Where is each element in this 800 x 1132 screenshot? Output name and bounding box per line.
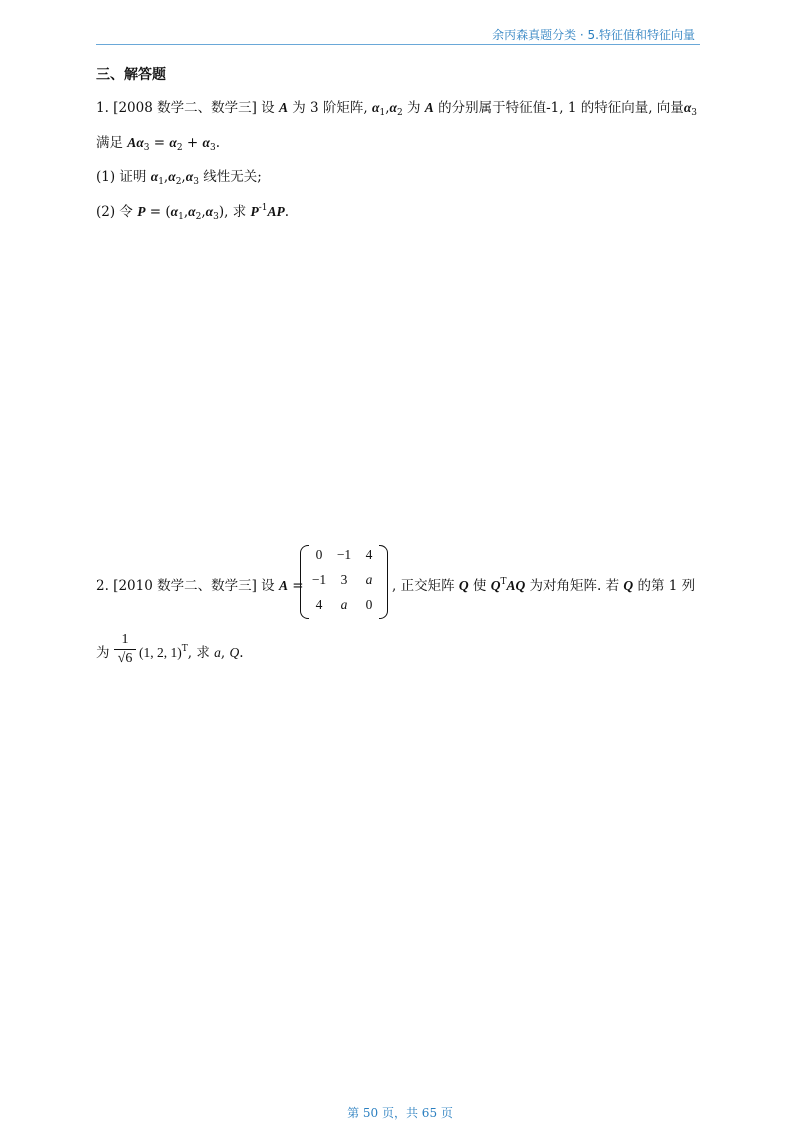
equals: = — [287, 578, 304, 594]
problem1-line2 — [96, 131, 220, 153]
header-title: 余丙森真题分类 · 5.特征值和特征向量 — [492, 28, 695, 42]
subscript: 2 — [176, 143, 183, 153]
subscript: 1 — [178, 212, 184, 222]
product-AP: AP — [267, 204, 285, 219]
matrix-P: P — [137, 204, 146, 219]
alpha: α — [683, 100, 692, 115]
alpha: α — [202, 135, 210, 150]
subscript: 3 — [210, 143, 216, 153]
alpha: α — [372, 100, 380, 115]
section-title: 三、解答题 — [96, 67, 166, 83]
equals: = — [149, 135, 170, 151]
problem1-part1 — [96, 165, 262, 187]
problem2-line1-left — [96, 574, 304, 594]
comma: , — [183, 204, 189, 220]
matrix-cell: 0 — [365, 597, 373, 612]
part1-text: 线性无关; — [198, 169, 262, 185]
alpha: α — [188, 204, 196, 219]
alpha: α — [185, 169, 194, 184]
comma: , — [385, 100, 390, 116]
problem1-line1 — [96, 96, 697, 118]
fraction-denominator: √6 — [117, 651, 133, 666]
comma: , — [163, 169, 169, 185]
part2-eq: = ( — [145, 204, 171, 220]
alpha: α — [136, 135, 144, 150]
problem1-text: 的分别属于特征值-1, 1 的特征向量, 向量 — [433, 100, 684, 116]
fraction-numerator: 1 — [121, 632, 129, 647]
period: . — [284, 204, 290, 220]
alpha: α — [389, 100, 397, 115]
subscript: 1 — [379, 108, 386, 118]
variable-Q: Q — [229, 645, 240, 660]
problem1-text: 为 — [402, 100, 425, 116]
problem1-intro: 1. [2008 数学二、数学三] 设 — [96, 100, 279, 116]
problem2-text: 为 — [96, 645, 110, 661]
alpha: α — [168, 169, 176, 184]
problem2-text: 为对角矩阵. 若 — [525, 578, 624, 594]
alpha: α — [150, 169, 159, 184]
problem1-text: 为 3 阶矩阵, — [287, 100, 372, 116]
part2-label: (2) 令 — [96, 204, 138, 220]
matrix-cell: a — [340, 597, 348, 612]
header-rule — [96, 44, 700, 45]
problem2-line2-lead — [96, 641, 110, 661]
problem2-text: , 正交矩阵 — [392, 578, 459, 594]
transpose-superscript: T — [500, 577, 507, 587]
subscript: 1 — [158, 177, 164, 187]
matrix-3x3 — [300, 545, 388, 617]
alpha: α — [169, 135, 177, 150]
matrix-Q: Q — [623, 578, 634, 593]
matrix-cell: 0 — [315, 547, 323, 562]
problem2-text: , 求 — [187, 645, 215, 661]
subscript: 2 — [195, 212, 202, 222]
matrix-cell: a — [365, 572, 373, 587]
matrix-cell: 3 — [340, 572, 348, 587]
period: . — [239, 645, 244, 661]
problem2-line1-right — [392, 574, 695, 594]
problem1-text: 满足 — [96, 135, 128, 151]
transpose-superscript: T — [181, 644, 188, 654]
matrix-A: A — [424, 100, 434, 115]
comma: , — [220, 645, 230, 661]
comma: , — [181, 169, 186, 185]
matrix-P: P — [250, 204, 259, 219]
subscript: 2 — [396, 108, 403, 118]
inverse-superscript: -1 — [258, 203, 268, 213]
matrix-cell: −1 — [311, 572, 327, 587]
comma: , — [201, 204, 206, 220]
subscript: 3 — [193, 177, 199, 187]
problem2-text: 的第 1 列 — [633, 578, 696, 594]
page-footer: 第 50 页，共 65 页 — [347, 1106, 453, 1120]
matrix-cell: 4 — [315, 597, 323, 612]
matrix-A: A — [278, 100, 288, 115]
problem2-intro: 2. [2010 数学二、数学三] 设 — [96, 578, 279, 594]
alpha: α — [205, 204, 214, 219]
subscript: 2 — [175, 177, 182, 187]
matrix-cell: 4 — [365, 547, 373, 562]
plus: + — [182, 135, 203, 151]
alpha: α — [170, 204, 179, 219]
problem1-part2 — [96, 200, 289, 222]
part1-label: (1) 证明 — [96, 169, 151, 185]
subscript: 3 — [691, 108, 698, 118]
matrix-A: A — [278, 578, 288, 593]
vector: (1, 2, 1) — [139, 645, 182, 660]
problem2-text: 使 — [468, 578, 491, 594]
fraction-bar — [114, 649, 136, 650]
matrix-A: A — [127, 135, 137, 150]
product-AQ: AQ — [506, 578, 526, 593]
subscript: 3 — [213, 212, 219, 222]
subscript: 3 — [143, 143, 150, 153]
matrix-Q: Q — [490, 578, 501, 593]
variable-a: a — [214, 645, 221, 660]
matrix-Q: Q — [458, 578, 469, 593]
part2-close: ), 求 — [218, 204, 251, 220]
fraction — [114, 632, 136, 667]
matrix-cell: −1 — [336, 547, 352, 562]
problem2-line2 — [139, 641, 244, 661]
period: . — [215, 135, 221, 151]
